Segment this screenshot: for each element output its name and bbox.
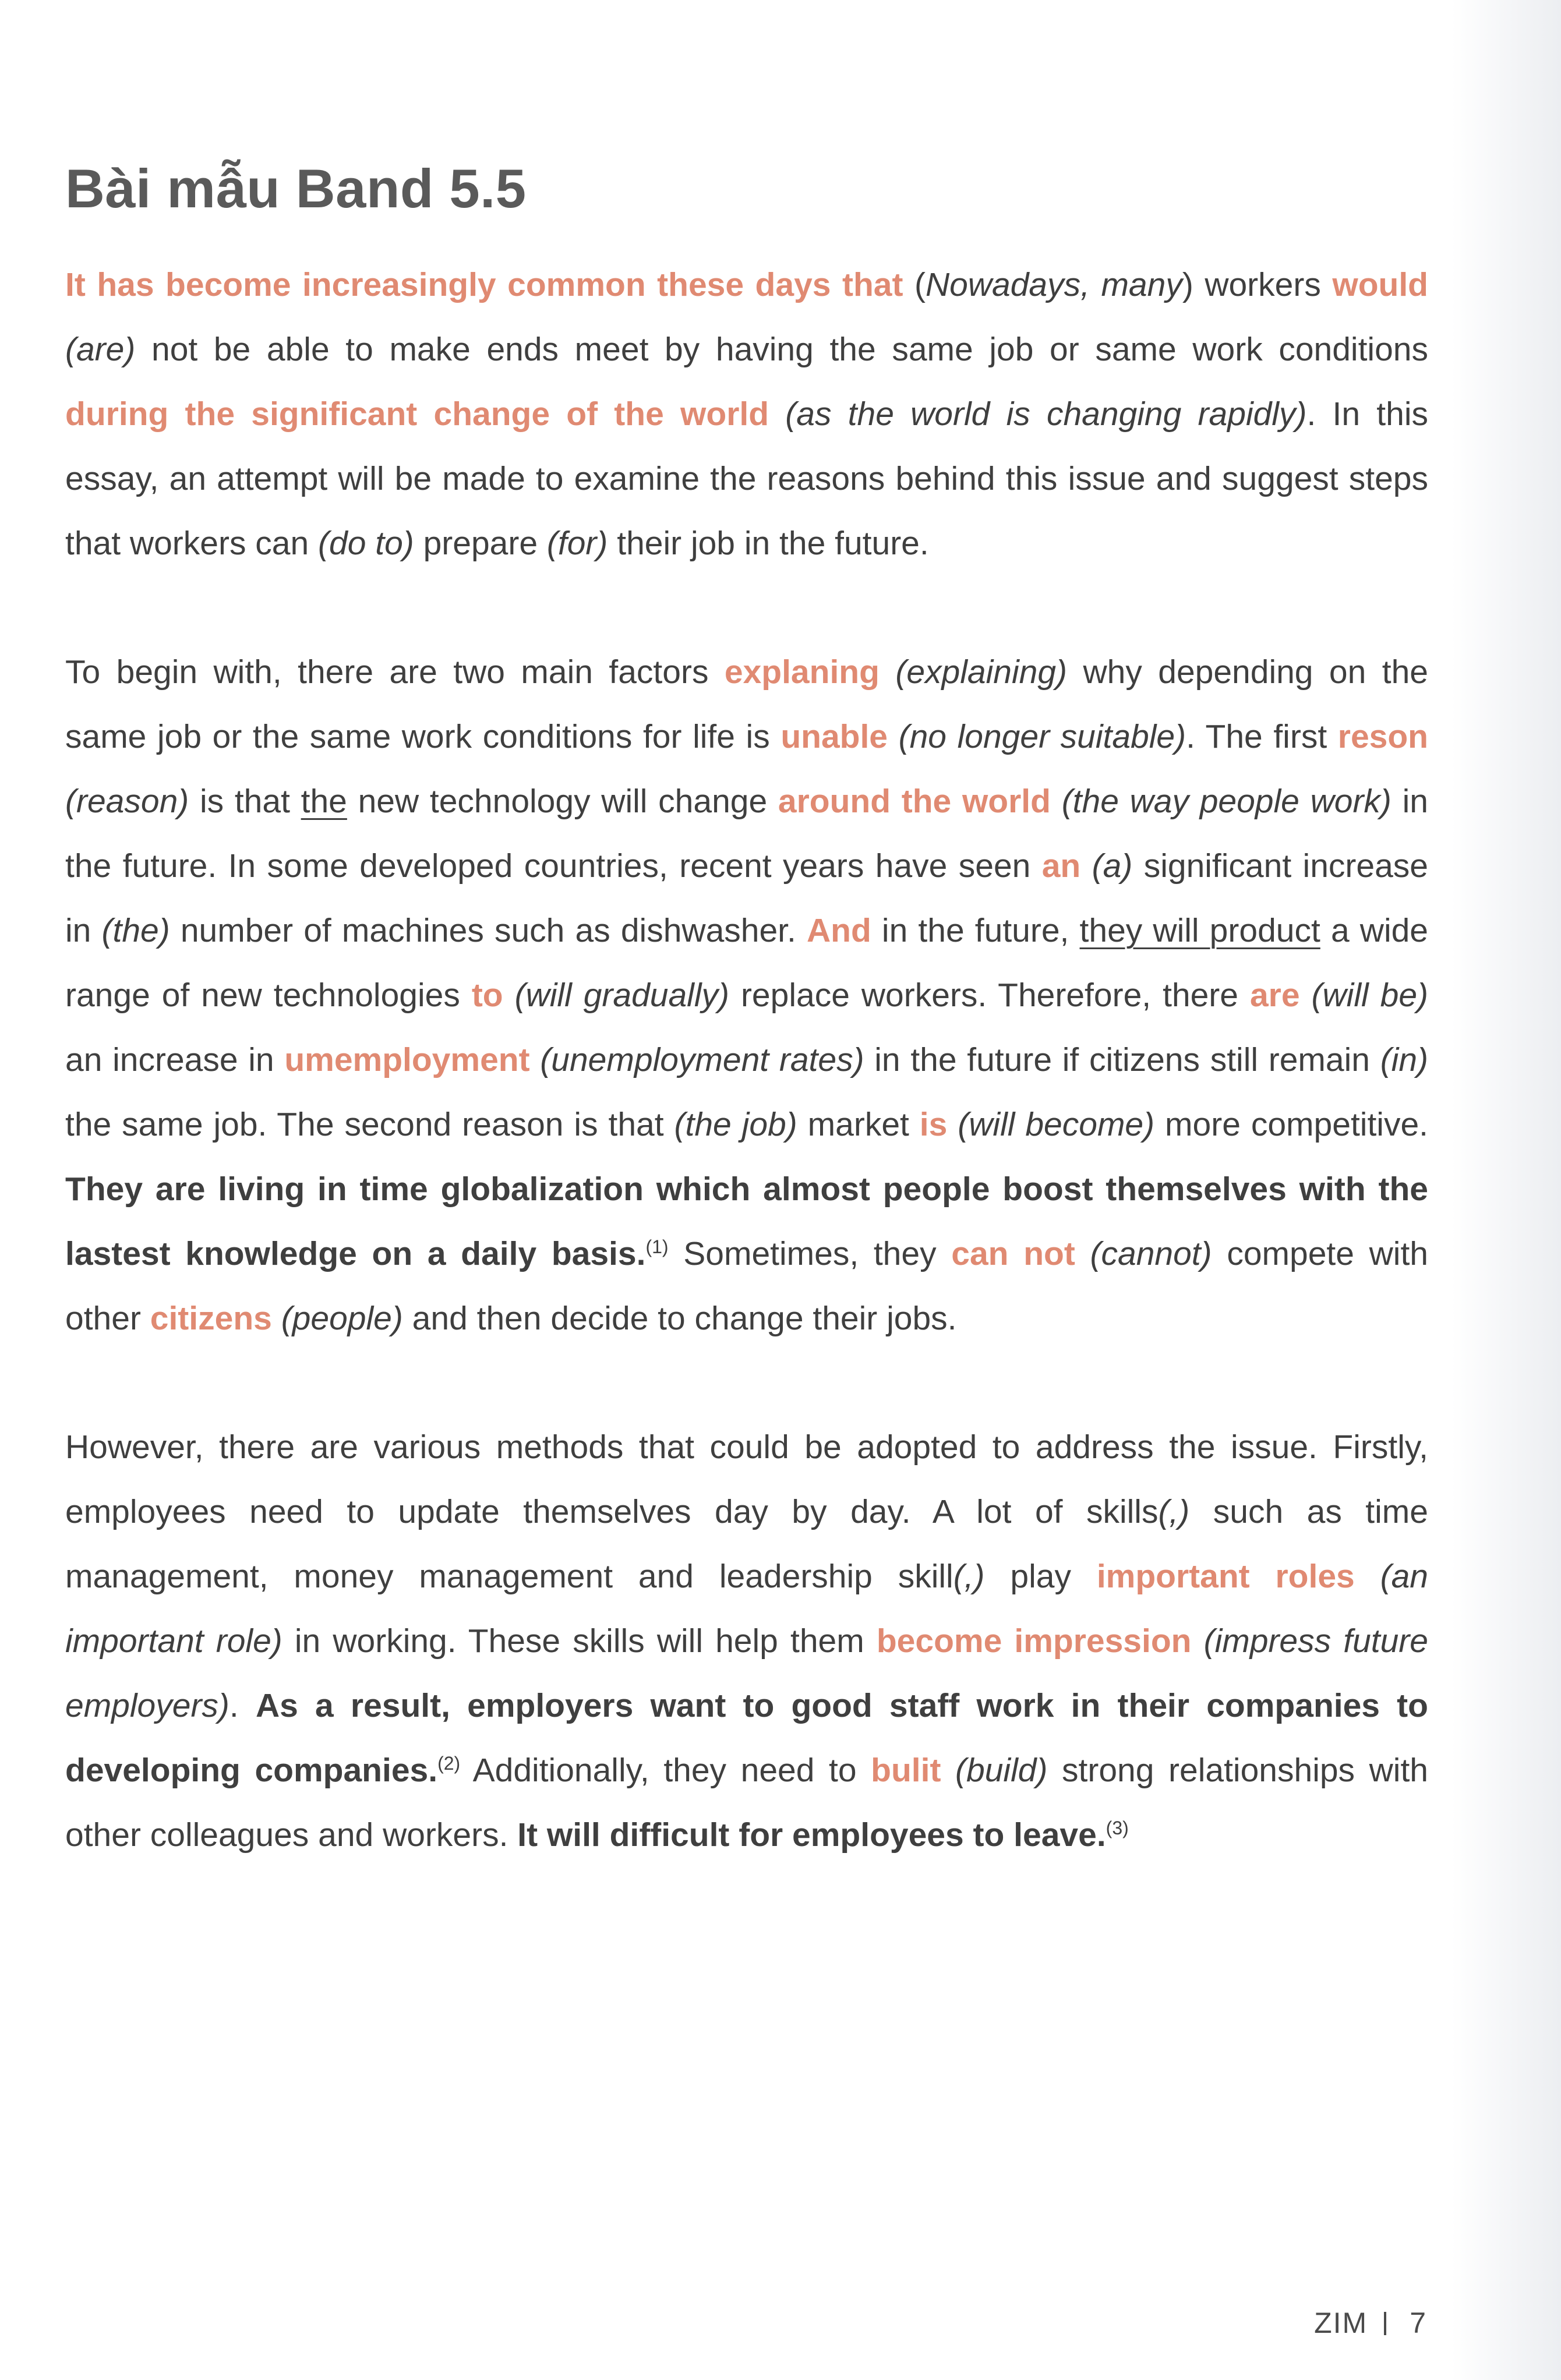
paragraph-reasons [65, 640, 1428, 1351]
error-phrase: explaning [724, 653, 880, 691]
error-phrase: unable [780, 718, 888, 756]
correction: (as the world is changing rapidly) [785, 395, 1307, 433]
page-number: 7 [1410, 2307, 1427, 2339]
error-phrase: And [806, 912, 871, 950]
error-phrase: are [1249, 977, 1300, 1014]
correction: (the way people work) [1061, 783, 1392, 821]
text-run [769, 395, 785, 433]
text-run: their job in the future. [608, 525, 929, 563]
error-phrase: can not [951, 1235, 1075, 1273]
flagged-sentence: As a result, employers want to good staff work in their companies to developing companies. [65, 1687, 1428, 1790]
correction: (are) [65, 331, 136, 369]
error-phrase: umemployment [284, 1041, 530, 1079]
footnote-marker: (2) [437, 1753, 461, 1774]
text-run: significant increase in [65, 847, 1428, 950]
underlined-phrase: they will product [1079, 912, 1320, 950]
error-phrase: bulit [871, 1752, 941, 1790]
text-run [1191, 1622, 1203, 1660]
error-phrase: an [1041, 847, 1081, 885]
text-run [1080, 847, 1092, 885]
text-run: and then decide to change their jobs. [402, 1300, 957, 1338]
error-phrase: reson [1337, 718, 1428, 756]
text-run: Sometimes, they [668, 1235, 952, 1273]
text-run: To begin with, there are two main factors [65, 653, 725, 691]
text-run [880, 653, 895, 691]
text-run [947, 1106, 958, 1143]
text-run: a wide range of new technologies [65, 912, 1429, 1014]
text-run [1075, 1235, 1090, 1272]
error-phrase: during the significant change of the world [65, 395, 769, 433]
correction: (will gradually) [514, 977, 729, 1014]
correction: (will be) [1311, 977, 1428, 1014]
correction: Nowadays, many [925, 266, 1182, 304]
text-run: such as time management, money management and leadership skill [65, 1493, 1428, 1596]
text-run: . In this essay, an attempt will be made to examine the reasons behind this issue and suggest steps that workers can [65, 395, 1428, 563]
text-run: new technology will change [347, 783, 778, 821]
footnote-marker: (3) [1106, 1817, 1129, 1839]
correction: (a) [1092, 847, 1133, 885]
text-run: not be able to make ends meet by having the same job or same work conditions [135, 331, 1428, 369]
essay-content [65, 157, 1428, 1932]
footer-separator [1384, 2312, 1386, 2335]
correction: (,) [1158, 1493, 1190, 1531]
text-run [272, 1300, 281, 1337]
correction: (in) [1380, 1041, 1429, 1079]
text-run: However, there are various methods that could be adopted to address the issue. Firstly, employees need to update themselves day by day. A lot of skills [65, 1428, 1428, 1531]
text-run: . [229, 1687, 256, 1725]
text-run [503, 977, 515, 1014]
text-run: replace workers. Therefore, there [729, 977, 1250, 1014]
error-phrase: would [1332, 266, 1428, 304]
correction: (build) [955, 1752, 1048, 1790]
correction: (an important role) [65, 1558, 1428, 1660]
text-run: in working. These skills will help them [282, 1622, 877, 1660]
text-run: in the future. In some developed countries, recent years have seen [65, 783, 1429, 885]
text-run [1300, 977, 1312, 1014]
error-phrase: important roles [1096, 1558, 1355, 1596]
correction: (explaining) [895, 653, 1068, 691]
correction: (do to) [318, 525, 414, 563]
paragraph-intro [65, 253, 1428, 576]
correction: (will become) [958, 1106, 1155, 1144]
text-run: ( [903, 266, 926, 304]
correction: (impress future employers) [65, 1622, 1428, 1725]
error-phrase: to [471, 977, 503, 1014]
footnote-marker: (1) [645, 1236, 669, 1258]
text-run [1051, 783, 1062, 820]
correction: (for) [546, 525, 608, 563]
underlined-phrase: the [301, 783, 347, 821]
paragraph-solutions [65, 1415, 1428, 1868]
text-run: the same job. The second reason is that [65, 1106, 674, 1144]
correction: (the) [101, 912, 170, 950]
text-run [1355, 1558, 1380, 1595]
text-run: in the future if citizens still remain [864, 1041, 1380, 1079]
text-run: . The first [1186, 718, 1338, 756]
flagged-sentence: It will difficult for employees to leave. [517, 1816, 1106, 1854]
page-title: Bài mẫu Band 5.5 [65, 158, 527, 219]
page-footer [1314, 2306, 1427, 2340]
text-run: market [797, 1106, 920, 1144]
correction: (people) [281, 1300, 403, 1338]
text-run: number of machines such as dishwasher. [169, 912, 807, 950]
footer-brand: ZIM [1314, 2307, 1368, 2339]
error-phrase: is [919, 1106, 948, 1144]
text-run: play [984, 1558, 1097, 1596]
text-run: strong relationships with other colleagues and workers. [65, 1752, 1429, 1854]
text-run [888, 718, 899, 755]
text-run: in the future, [871, 912, 1080, 950]
error-phrase: It has become increasingly common these days that [65, 266, 903, 304]
text-run [941, 1752, 955, 1789]
text-run: is that [189, 783, 301, 821]
correction: (,) [953, 1558, 985, 1596]
correction: (unemployment rates) [540, 1041, 864, 1079]
correction: (the job) [674, 1106, 797, 1144]
flagged-sentence: They are living in time globalization which almost people boost themselves with the lastest knowledge on a daily basis. [65, 1170, 1428, 1273]
error-phrase: become impression [876, 1622, 1192, 1660]
text-run: Additionally, they need to [460, 1752, 871, 1790]
text-run: an increase in [65, 1041, 285, 1079]
text-run: why depending on the same job or the same work conditions for life is [65, 653, 1429, 756]
correction: (reason) [65, 783, 189, 821]
text-run: prepare [414, 525, 547, 563]
error-phrase: around the world [778, 783, 1051, 821]
text-run: more competitive. [1154, 1106, 1428, 1144]
text-run: ) workers [1182, 266, 1333, 304]
text-run [530, 1041, 541, 1078]
correction: (no longer suitable) [898, 718, 1186, 756]
text-run: compete with other [65, 1235, 1428, 1338]
error-phrase: citizens [150, 1300, 272, 1338]
correction: (cannot) [1090, 1235, 1212, 1273]
